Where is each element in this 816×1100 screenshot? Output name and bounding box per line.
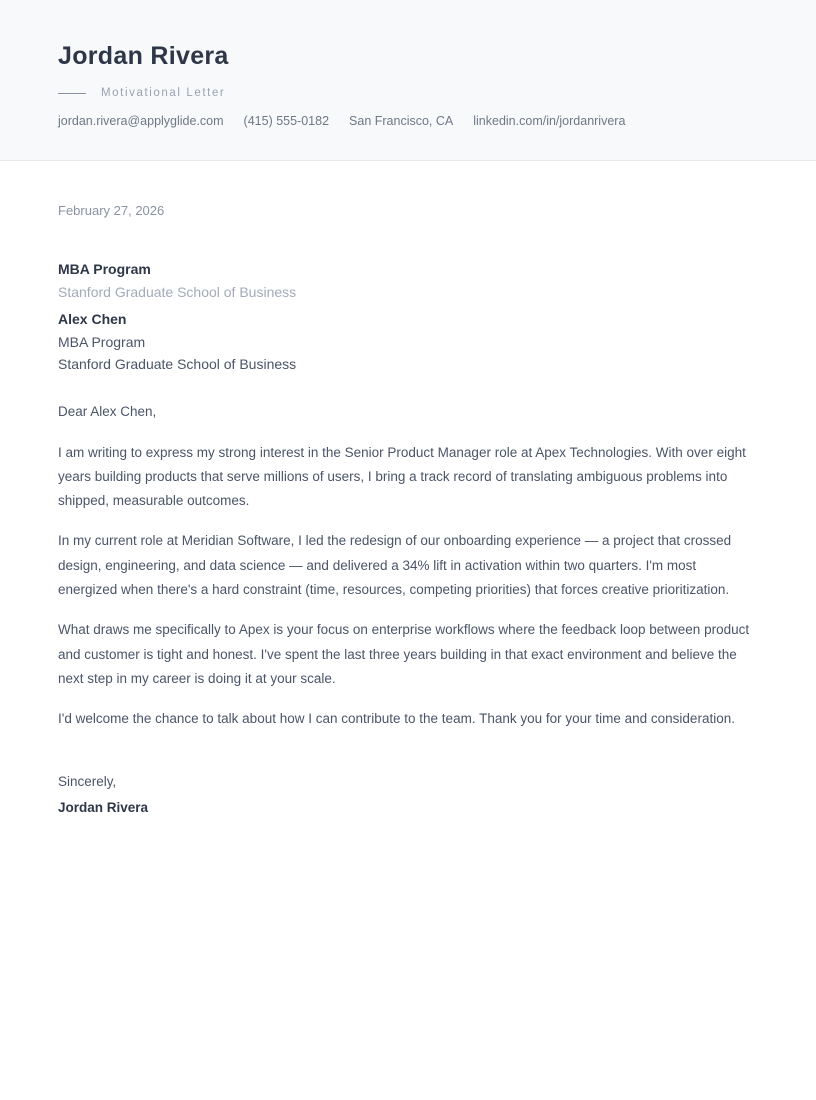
letter-date: February 27, 2026 <box>58 203 165 218</box>
doc-type-label: Motivational Letter <box>101 87 226 99</box>
salutation: Dear Alex Chen, <box>58 403 157 419</box>
recipient-person-name: Alex Chen <box>58 311 127 327</box>
recipient-org-block <box>58 258 758 303</box>
contact-row <box>58 114 758 128</box>
closing: Sincerely, <box>58 774 117 790</box>
body-paragraph: I'd welcome the chance to talk about how I can contribute to the team. Thank you for your time and consideration. <box>58 711 735 727</box>
applicant-name: Jordan Rivera <box>58 42 229 70</box>
letter-body <box>58 161 758 875</box>
body-paragraph: In my current role at Meridian Software, I led the redesign of our onboarding experience — a project that crossed design, engineering, and data science — and delivered a 34% lift in activation within two quarters. I'm most energized when there's a hard constraint (time, resources, competing priorities) that forces creative prioritization. <box>58 533 732 597</box>
recipient-person-org: Stanford Graduate School of Business <box>58 356 297 372</box>
recipient-person-title: MBA Program <box>58 333 146 350</box>
doc-type-row <box>58 87 758 99</box>
contact-linkedin: linkedin.com/in/jordanrivera <box>473 114 626 128</box>
recipient-org-school: Stanford Graduate School of Business <box>58 283 297 300</box>
doc-type-dash-line <box>58 93 86 94</box>
body-paragraph: I am writing to express my strong interest in the Senior Product Manager role at Apex Technologies. With over eight years building products that serve millions of users, I bring a track record of translating ambiguous problems into shipped, measurable outcomes. <box>58 444 746 509</box>
contact-location: San Francisco, CA <box>349 114 454 128</box>
recipient-person-block <box>58 308 758 376</box>
body-paragraph: What draws me specifically to Apex is your focus on enterprise workflows where the feedback loop between product and customer is tight and honest. I've spent the last three years building in that exact environment and believe the next step in my career is doing it at your scale. <box>58 622 750 686</box>
recipient-org-name: MBA Program <box>58 261 151 277</box>
contact-email: jordan.rivera@applyglide.com <box>58 114 224 128</box>
letter-header <box>0 0 816 161</box>
contact-phone: (415) 555-0182 <box>243 114 330 128</box>
signature: Jordan Rivera <box>58 800 149 816</box>
